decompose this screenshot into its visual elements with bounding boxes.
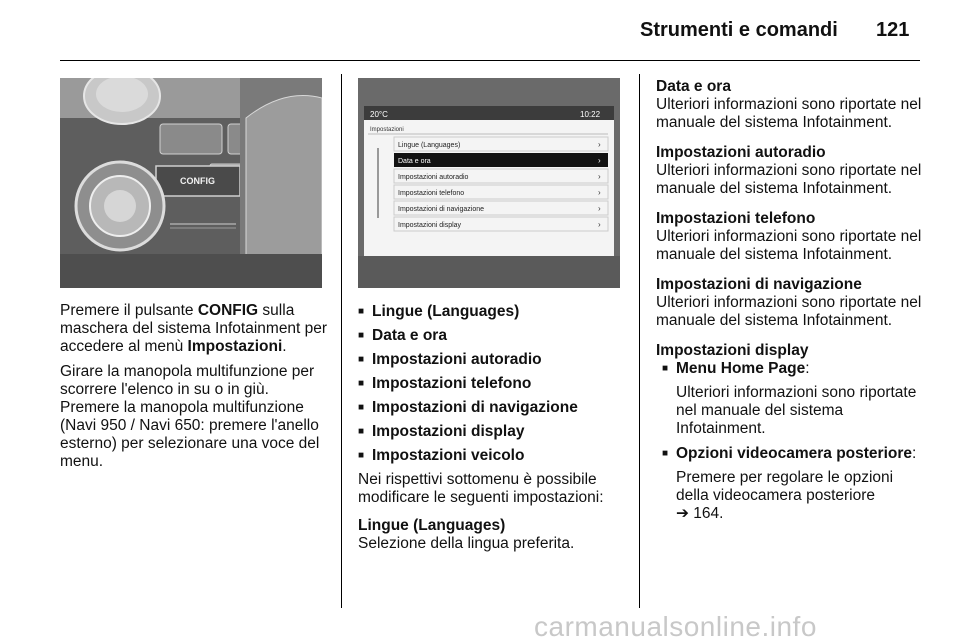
text-span: Premere il pulsante: [60, 302, 198, 319]
column-divider: [341, 74, 342, 608]
config-term: CONFIG: [197, 302, 259, 319]
section-heading: Impostazioni autoradio: [656, 144, 826, 161]
list-item: ■ Lingue (Languages): [358, 303, 628, 321]
phone-settings-section: [656, 210, 922, 264]
section-text: Ulteriori informazioni sono riportate nel manuale del sistema Infotainment.: [656, 294, 922, 329]
svg-text:›: ›: [598, 188, 601, 197]
languages-text: Selezione della lingua preferita.: [358, 535, 575, 552]
header-rule: [60, 60, 920, 61]
instructions-paragraph: Girare la manopola multifunzione per scorrere l'elenco in su o in giù. Premere la manopola multifunzione (Navi 950 / Navi 650: premere l'anello esterno) per selezionare una voce del menu.: [60, 363, 320, 470]
settings-term: Impostazioni: [187, 338, 283, 355]
text-span: :: [912, 445, 917, 462]
languages-section: [358, 517, 628, 553]
date-time-section: [656, 78, 922, 132]
section-text: Ulteriori informazioni sono riportate nel manuale del sistema Infotainment.: [656, 96, 922, 131]
text-span: .: [282, 338, 287, 355]
section-text: Ulteriori informazioni sono riportate nel manuale del sistema Infotainment.: [656, 162, 922, 197]
text-span: sulla maschera del sistema Infotainment per accedere al menù: [60, 302, 328, 355]
screen-menu-item-selected: Data e ora: [398, 158, 431, 165]
screen-menu-item: Impostazioni di navigazione: [398, 206, 484, 213]
column-3: [656, 78, 922, 530]
rear-camera-item: [656, 445, 922, 463]
submenu-paragraph: Nei rispettivi sottomenu è possibile modificare le seguenti impostazioni:: [358, 471, 604, 506]
bullet-square-icon: ■: [662, 448, 669, 459]
config-button-photo: [60, 78, 322, 288]
intro-paragraph: [60, 302, 330, 356]
list-item: ■ Impostazioni autoradio: [358, 351, 628, 369]
svg-text:›: ›: [598, 220, 601, 229]
watermark: carmanualsonline.info: [534, 611, 817, 642]
column-1: [60, 302, 330, 478]
list-item: ■ Impostazioni veicolo: [358, 447, 628, 465]
display-settings-section: [656, 342, 922, 523]
radio-settings-section: [656, 144, 922, 198]
settings-list: [358, 303, 628, 465]
navigation-settings-section: [656, 276, 922, 330]
page-number: 121: [876, 19, 910, 41]
column-2: [358, 303, 628, 553]
list-item: ■ Impostazioni di navigazione: [358, 399, 628, 417]
clock-readout: 10:22: [580, 110, 601, 119]
list-item: ■ Impostazioni telefono: [358, 375, 628, 393]
home-page-item: [656, 360, 922, 378]
text-span: Premere per regolare le opzioni della videocamera posteriore: [676, 469, 894, 504]
section-title: Strumenti e comandi: [640, 19, 838, 41]
section-heading: Impostazioni di navigazione: [656, 276, 862, 293]
home-page-label: Menu Home Page: [676, 360, 806, 377]
rear-camera-text: [656, 469, 922, 523]
svg-text:›: ›: [598, 140, 601, 149]
page-reference-link[interactable]: ➔ 164.: [676, 505, 724, 522]
section-heading: Impostazioni telefono: [656, 210, 816, 227]
svg-text:›: ›: [598, 204, 601, 213]
screen-title: Impostazioni: [370, 127, 404, 133]
svg-text:›: ›: [598, 156, 601, 165]
section-heading: Impostazioni display: [656, 342, 809, 359]
screen-menu-item: Lingue (Languages): [398, 142, 461, 149]
svg-text:›: ›: [598, 172, 601, 181]
screen-menu-item: Impostazioni telefono: [398, 190, 465, 197]
languages-heading: Lingue (Languages): [358, 517, 506, 534]
rear-camera-label: Opzioni videocamera posteriore: [676, 445, 913, 462]
infotainment-screen-photo: [358, 78, 620, 288]
list-item: ■ Impostazioni display: [358, 423, 628, 441]
page-header: [0, 0, 960, 62]
screen-menu-item: Impostazioni display: [398, 222, 462, 229]
screen-menu-item: Impostazioni autoradio: [398, 174, 469, 181]
temperature-readout: 20°C: [370, 110, 388, 119]
config-button-label: CONFIG: [180, 176, 215, 186]
bullet-square-icon: ■: [662, 363, 669, 374]
home-page-text: Ulteriori informazioni sono riportate nel manuale del sistema Infotainment.: [676, 384, 917, 437]
text-span: :: [805, 360, 810, 377]
column-divider: [639, 74, 640, 608]
list-item: ■ Data e ora: [358, 327, 628, 345]
section-text: Ulteriori informazioni sono riportate nel manuale del sistema Infotainment.: [656, 228, 922, 263]
section-heading: Data e ora: [656, 78, 731, 95]
